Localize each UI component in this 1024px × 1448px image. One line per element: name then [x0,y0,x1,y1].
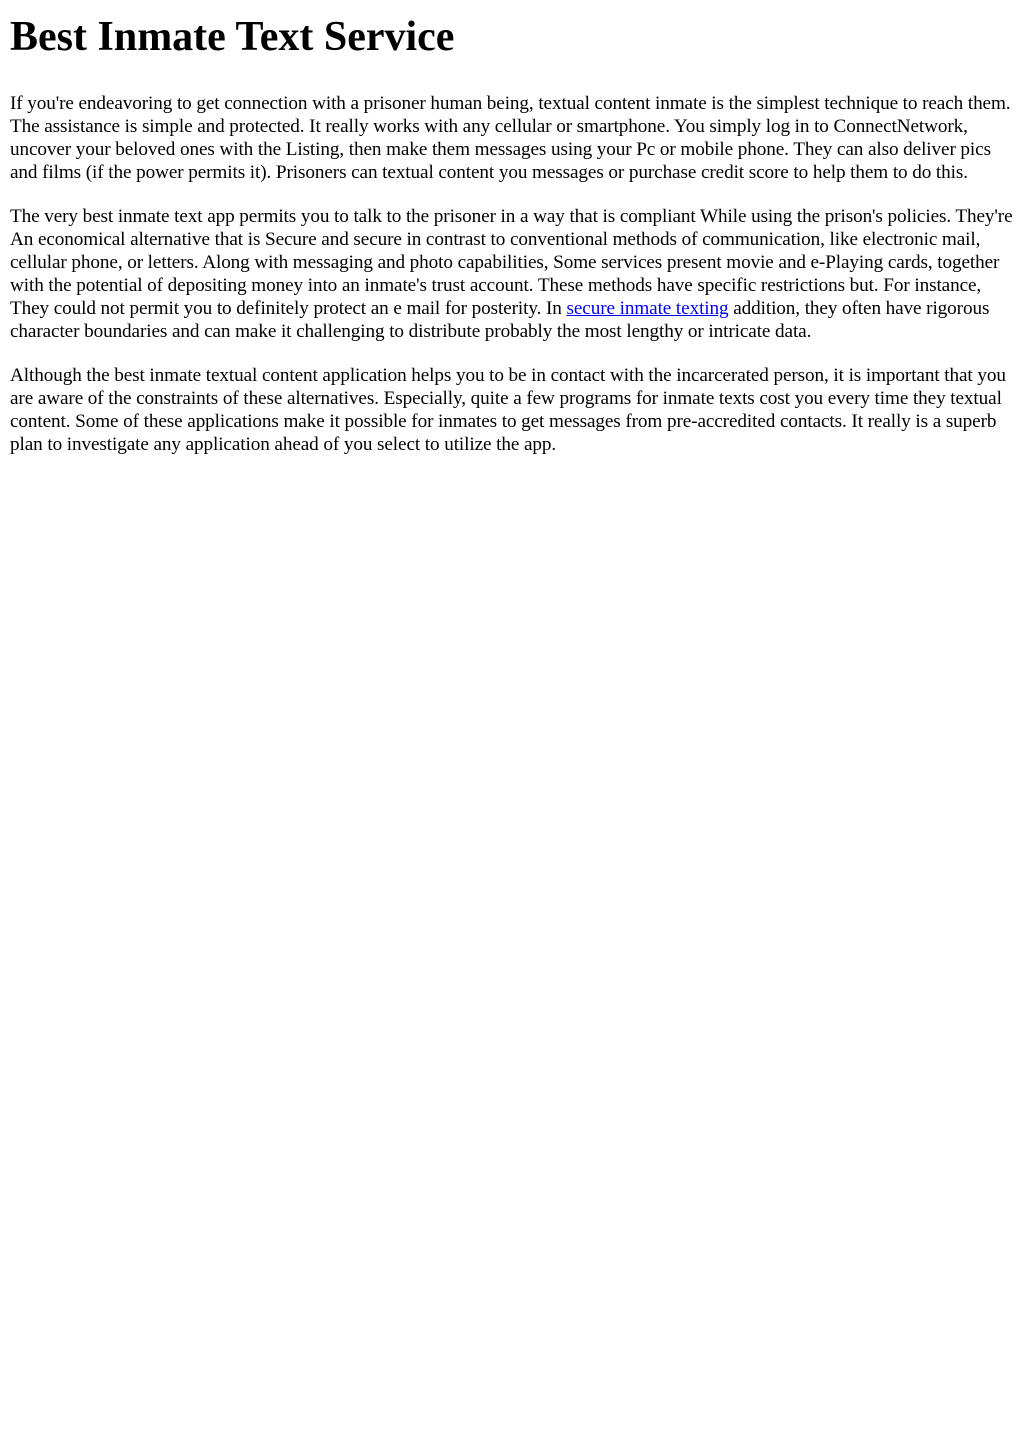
secure-inmate-texting-link[interactable]: secure inmate texting [566,298,729,320]
paragraph-text-after-link: addition, they often have rigorous character boundaries and can make it challenging to distribute probably the most lengthy or intricate data. [10,298,990,343]
paragraph-app-features [10,205,1014,343]
page-title: Best Inmate Text Service [10,14,455,60]
article-page [0,0,1024,456]
paragraph-constraints: Although the best inmate textual content application helps you to be in contact with the incarcerated person, it is important that you are aware of the constraints of these alternatives. Especially, quite a few programs for inmate texts cost you every time they textual content. Some of these applications make it possible for inmates to get messages from pre-accredited contacts. It really is a superb plan to investigate any application ahead of you select to utilize the app. [10,365,1006,456]
paragraph-text-before-link: The very best inmate text app permits you to talk to the prisoner in a way that is compliant While using the prison's policies. They're An economical alternative that is Secure and secure in contrast to conventional methods of communication, like electronic mail, cellular phone, or letters. Along with messaging and photo capabilities, Some services present movie and e-Playing cards, together with the potential of depositing money into an inmate's trust account. These methods have specific restrictions but. For instance, They could not permit you to definitely protect an e mail for posterity. In [10,206,1013,320]
paragraph-intro: If you're endeavoring to get connection with a prisoner human being, textual content inmate is the simplest technique to reach them. The assistance is simple and protected. It really works with any cellular or smartphone. You simply log in to ConnectNetwork, uncover your beloved ones with the Listing, then make them messages using your Pc or mobile phone. They can also deliver pics and films (if the power permits it). Prisoners can textual content you messages or purchase credit score to help them to do this. [10,93,1011,184]
